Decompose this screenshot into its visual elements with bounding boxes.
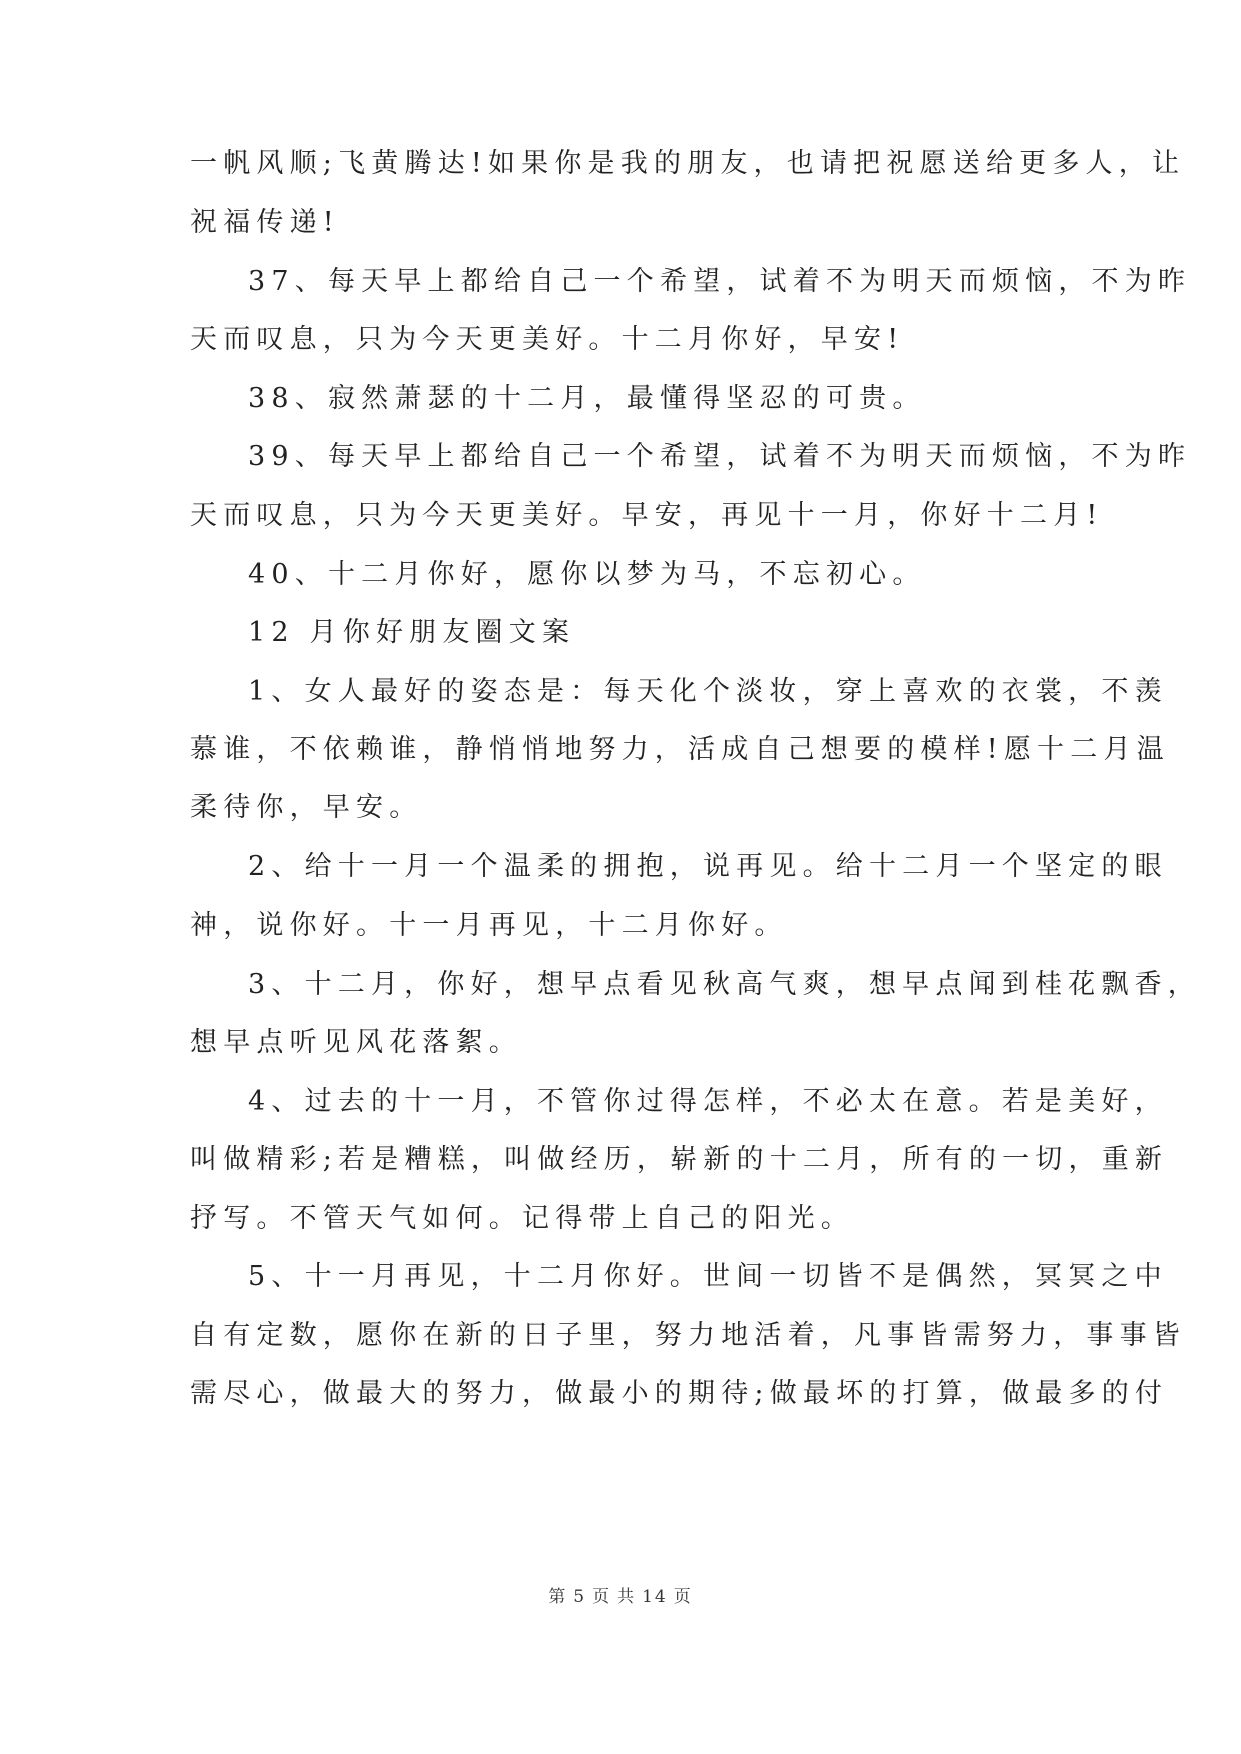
- text-line: 1、女人最好的姿态是：每天化个淡妆，穿上喜欢的衣裳，不羡: [248, 676, 1168, 707]
- footer-page-word: 页: [592, 1587, 612, 1607]
- text-line: 叫做精彩;若是糟糕，叫做经历，崭新的十二月，所有的一切，重新: [190, 1144, 1169, 1175]
- text-line: 抒写。不管天气如何。记得带上自己的阳光。: [190, 1203, 854, 1234]
- text-line: 想早点听见风花落絮。: [190, 1027, 522, 1058]
- text-line: 3、十二月，你好，想早点看见秋高气爽，想早点闻到桂花飘香，: [248, 969, 1201, 1000]
- footer-suffix: 页: [673, 1587, 693, 1607]
- text-line: 自有定数，愿你在新的日子里，努力地活着，凡事皆需努力，事事皆: [190, 1320, 1186, 1351]
- text-line: 38、寂然萧瑟的十二月，最懂得坚忍的可贵。: [248, 383, 926, 414]
- current-page-number: 5: [573, 1587, 587, 1607]
- text-line: 39、每天早上都给自己一个希望，试着不为明天而烦恼，不为昨: [248, 441, 1192, 472]
- text-line: 一帆风顺;飞黄腾达!如果你是我的朋友，也请把祝愿送给更多人，让: [190, 148, 1186, 179]
- text-line: 40、十二月你好，愿你以梦为马，不忘初心。: [248, 559, 926, 590]
- text-line: 37、每天早上都给自己一个希望，试着不为明天而烦恼，不为昨: [248, 266, 1192, 297]
- text-line: 需尽心，做最大的努力，做最小的期待;做最坏的打算，做最多的付: [190, 1378, 1169, 1409]
- text-line: 天而叹息，只为今天更美好。早安，再见十一月，你好十二月!: [190, 500, 1104, 531]
- text-line: 祝福传递!: [190, 207, 340, 238]
- text-line: 天而叹息，只为今天更美好。十二月你好，早安!: [190, 324, 905, 355]
- page-footer: [0, 1582, 1241, 1607]
- text-line: 慕谁，不依赖谁，静悄悄地努力，活成自己想要的模样!愿十二月温: [190, 734, 1170, 765]
- text-line: 柔待你，早安。: [190, 792, 423, 823]
- text-line: 5、十一月再见，十二月你好。世间一切皆不是偶然，冥冥之中: [248, 1261, 1168, 1292]
- text-line: 2、给十一月一个温柔的拥抱，说再见。给十二月一个坚定的眼: [248, 851, 1168, 882]
- footer-prefix: 第: [548, 1587, 568, 1607]
- text-line: 神，说你好。十一月再见，十二月你好。: [190, 910, 788, 941]
- footer-total-word: 共: [617, 1587, 637, 1607]
- section-heading: 12 月你好朋友圈文案: [248, 617, 576, 648]
- text-line: 4、过去的十一月，不管你过得怎样，不必太在意。若是美好，: [248, 1086, 1168, 1117]
- total-pages-number: 14: [642, 1587, 668, 1607]
